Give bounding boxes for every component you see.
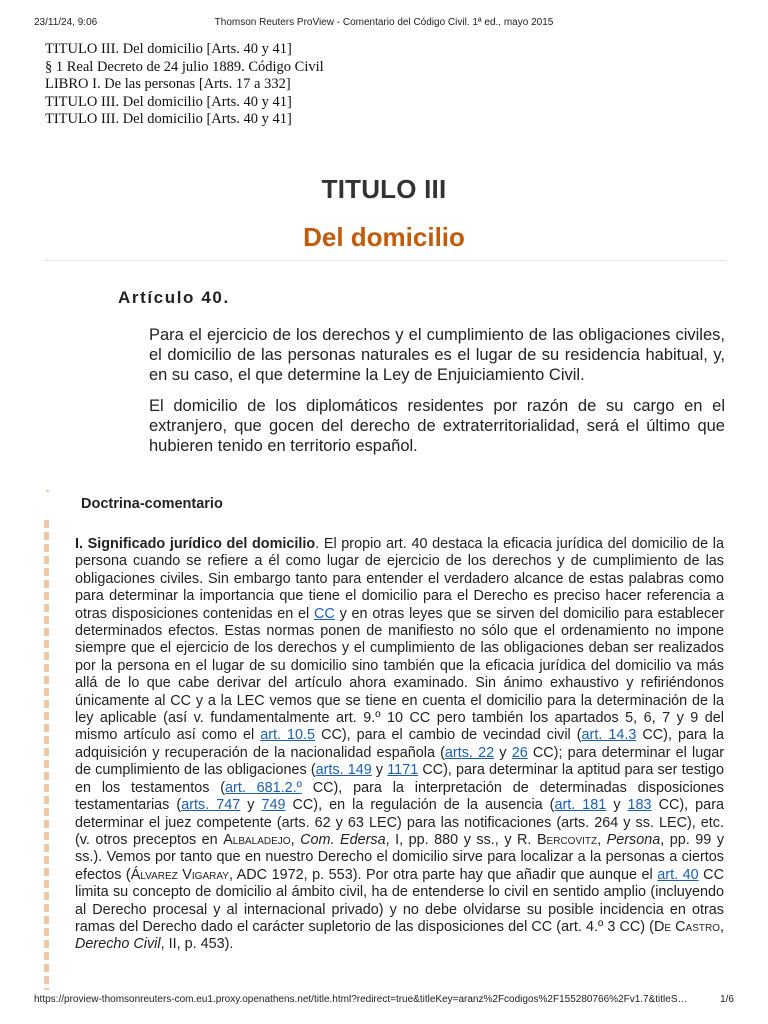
breadcrumb-item[interactable]: TITULO III. Del domicilio [Arts. 40 y 41] (45, 93, 292, 110)
author-name: Bercovitz (536, 831, 598, 848)
link-art-14-3[interactable]: art. 14.3 (581, 727, 637, 744)
link-art-183[interactable]: 183 (627, 797, 652, 814)
doctrina-body (75, 536, 724, 991)
print-date: 23/11/24, 9:06 (34, 17, 98, 28)
doctrina-marker (46, 490, 49, 492)
link-arts-22[interactable]: arts. 22 (444, 744, 495, 761)
doctrina-text: y (606, 797, 628, 814)
doctrina-text: , (597, 831, 607, 848)
print-url: https://proview-thomsonreuters-com.eu1.proxy.openathens.net/title.html?redirect=true&titleKey=aranz%2Fcodigos%2F155280766%2Fv1.7&titleS… (34, 994, 688, 1005)
doctrina-text: y (240, 797, 262, 814)
title-divider (44, 260, 726, 261)
work-title: Com. Edersa (300, 831, 386, 848)
doctrina-text: , (719, 918, 724, 935)
doctrina-text: , I, pp. 880 y ss., y R. (385, 831, 537, 848)
print-title: Thomson Reuters ProView - Comentario del Código Civil. 1ª ed., mayo 2015 (214, 17, 554, 28)
link-art-681-2[interactable]: art. 681.2.º (225, 779, 302, 796)
breadcrumb-item[interactable]: TITULO III. Del domicilio [Arts. 40 y 41] (45, 111, 292, 127)
doctrina-text: CC), para la interpretación de determinadas disposiciones testamentarias ( (75, 779, 724, 814)
doctrina-text: , ADC 1972, p. 553). Por otra parte hay que añadir que aunque el (228, 866, 658, 883)
doctrina-text: CC), para el cambio de vecindad civil ( (315, 727, 582, 744)
link-art-40[interactable]: art. 40 (657, 866, 699, 883)
author-name: Albaladejo (223, 831, 291, 848)
doctrina-text: CC); para determinar el lugar de cumplimiento de las obligaciones ( (75, 744, 724, 779)
title-label: TITULO III (321, 174, 447, 204)
breadcrumb-item[interactable]: § 1 Real Decreto de 24 julio 1889. Código Civil (45, 58, 324, 75)
work-title: Persona (606, 831, 661, 848)
doctrina-text: y (371, 762, 388, 779)
link-arts-149[interactable]: arts. 149 (315, 762, 372, 779)
breadcrumb-item[interactable]: LIBRO I. De las personas [Arts. 17 a 332] (45, 76, 291, 92)
article-paragraph: Para el ejercicio de los derechos y el cumplimiento de las obligaciones civiles, el domicilio de las personas naturales es el lugar de su residencia habitual, y, en su caso, el que determine la Ley de Enjuiciamiento Civil. (149, 326, 725, 384)
doctrina-text: , (290, 831, 301, 848)
link-art-1171[interactable]: 1171 (387, 762, 419, 779)
author-name: Álvarez Vigaray (130, 866, 229, 883)
link-cc[interactable]: CC (314, 605, 335, 622)
link-art-181[interactable]: art. 181 (554, 797, 607, 814)
doctrina-text: , II, p. 453). (160, 936, 234, 953)
doctrina-heading: Doctrina-comentario (81, 496, 223, 512)
article-heading: Artículo 40. (118, 288, 230, 307)
doctrina-text: CC), para la adquisición y recuperación de la nacionalidad española ( (75, 727, 724, 761)
print-footer (0, 994, 768, 1008)
link-art-749[interactable]: 749 (261, 797, 286, 814)
article-paragraph: El domicilio de los diplomáticos residentes por razón de su cargo en el extranjero, que gocen del derecho de extraterritorialidad, será el último que hubieren tenido en territorio español. (149, 397, 725, 455)
doctrina-text: y en otras leyes que se sirven del domicilio para establecer determinados efectos. Estas normas ponen de manifiesto no sólo que el ordenamiento no impone siempre que el ejercicio de los derechos y el cumplimiento de las obligaciones deban ser realizados por la persona en el lugar de su domicilio sino también que la eficacia jurídica del domicilio va más allá de lo que cabe derivar del artículo ahora examinado. Sin ánimo exhaustivo y refiriéndonos únicamente al CC y a la LEC vemos que se tiene en cuenta el domicilio para la determinación de la ley aplicable (así v. fundamentalmente art. 9.º 10 CC pero también los apartados 5, 6, 7 y 9 del mismo artículo así como el (75, 605, 724, 744)
doctrina-text: CC), en la regulación de la ausencia ( (285, 797, 555, 814)
link-art-10-5[interactable]: art. 10.5 (260, 727, 316, 744)
work-title: Derecho Civil (75, 936, 161, 953)
doctrina-text: CC), para determinar el juez competente (arts. 62 y 63 LEC) para las notificaciones (arts. 264 y ss. LEC), etc. (v. otros preceptos en (75, 797, 724, 848)
doctrina-text: , pp. 99 y ss.). Vemos por tanto que en nuestro Derecho el domicilio sirve para localizar a la personas a ciertos efectos ( (75, 831, 724, 883)
doctrina-text: . El propio art. 40 destaca la eficacia jurídica del domicilio de la persona cuando se refiere a él como lugar de ejercicio de los derechos y de cumplimiento de las obligaciones civiles. Sin embargo tanto para entender el verdadero alcance de estas palabras como para determinar la importancia que tiene el domicilio para el Derecho es preciso hacer referencia a otras disposiciones contenidas en el (75, 536, 724, 622)
author-name: De Castro (653, 918, 720, 935)
breadcrumb-item[interactable]: TITULO III. Del domicilio [Arts. 40 y 41] (45, 41, 292, 57)
link-art-26[interactable]: 26 (511, 744, 528, 761)
page-number: 1/6 (720, 994, 734, 1005)
doctrina-text: CC), para determinar la aptitud para ser testigo en los testamentos ( (75, 762, 724, 796)
doctrina-lead: I. Significado jurídico del domicilio (75, 536, 316, 552)
print-header (0, 17, 768, 31)
doctrina-side-bar (44, 520, 49, 990)
breadcrumb (45, 41, 324, 129)
doctrina-text: y (494, 744, 512, 761)
doctrina-text: CC limita su concepto de domicilio al ámbito civil, ha de entenderse lo civil en sentido amplio (incluyendo al Derecho procesal y al internacional privado) y no debe olvidarse su posible incidencia en otras ramas del Derecho dado el carácter supletorio de las disposiciones del CC (art. 4.º 3 CC) ( (75, 866, 724, 935)
article-body (149, 325, 725, 467)
title-subtitle: Del domicilio (303, 222, 465, 252)
link-arts-747[interactable]: arts. 747 (181, 797, 241, 814)
